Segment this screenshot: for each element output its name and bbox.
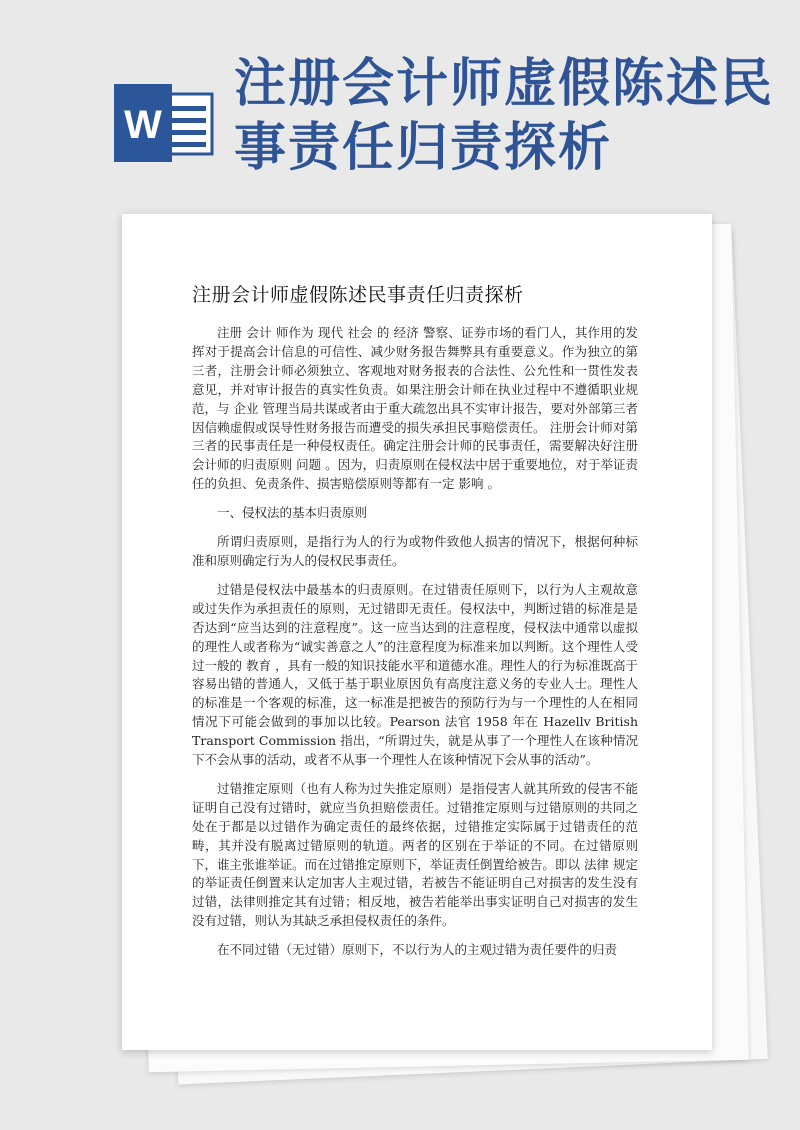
document-body [192,324,638,970]
document-page [122,214,712,1050]
paragraph-no-fault: 在不同过错（无过错）原则下，不以行为人的主观过错为责任要件的归责 [217,942,618,958]
word-document-icon [112,80,216,166]
paragraph-intro: 注册 会计 师作为 现代 社会 的 经济 警察、证券市场的看门人，其作用的发挥对于提高会计信息的可信性、减少财务报告舞弊具有重要意义。作为独立的第三者，注册会计师必须独立、客观地对财务报表的合法性、公允性和一贯性发表意见，并对审计报告的真实性负责。如果注册会计师在执业过程中不遵循职业规范，与 企业 管理当局共谋或者由于重大疏忽出具不实审计报告，要对外部第三者因信赖虚假或误导性财务报告而遭受的损失承担民事赔偿责任。 注册会计师对第三者的民事责任是一种侵权责任。确定注册会计师的民事责任，需要解决好注册会计师的归责原则 问题 。因为，归责原则在侵权法中居于重要地位，对于举证责任的负担、免责条件、损害赔偿原则等都有一定 影响 。 [192,325,638,492]
word-icon-letter: W [124,103,162,147]
document-title: 注册会计师虚假陈述民事责任归责探析 [192,284,524,306]
banner-title: 注册会计师虚假陈述民事责任归责探析 [234,54,775,178]
paragraph-fault-principle: 过错是侵权法中最基本的归责原则。在过错责任原则下，以行为人主观故意或过失作为承担责任的原则，无过错即无责任。侵权法中，判断过错的标准是是否达到“应当达到的注意程度”。这一应当达到的注意程度，侵权法中通常以虚拟的理性人或者称为“诚实善意之人”的注意程度为标准来加以判断。这个理性人受过一般的 教育 ，具有一般的知识技能水平和道德水准。理性人的行为标准既高于容易出错的普通人，又低于基于职业原因负有高度注意义务的专业人士。理性人的标准是一个客观的标准，这一标准是把被告的预防行为与一个理性的人在相同情况下可能会做到的事加以比较。Pearson 法官 1958 年在 Hazellv British Transport Commission 指出，“所谓过失，就是从事了一个理性人在该种情况下不会从事的活动，或者不从事一个理性人在该种情况下会从事的活动”。 [192,581,638,768]
paragraph-presumed-fault: 过错推定原则（也有人称为过失推定原则）是指侵害人就其所致的侵害不能证明自己没有过错时，就应当负担赔偿责任。过错推定原则与过错原则的共同之处在于都是以过错作为确定责任的最终依据，过错推定实际属于过错责任的范畴，其并没有脱离过错原则的轨道。两者的区别在于举证的不同。在过错原则下，谁主张谁举证。而在过错推定原则下，举证责任倒置给被告。即以 法律 规定的举证责任倒置来认定加害人主观过错，若被告不能证明自己对损害的发生没有过错，法律则推定其有过错；相反地，被告若能举出事实证明自己对损害的发生没有过错，则认为其缺乏承担侵权责任的条件。 [192,780,638,929]
section-heading: 一、侵权法的基本归责原则 [217,505,368,521]
paragraph-definition: 所谓归责原则，是指行为人的行为或物件致他人损害的情况下，根据何种标准和原则确定行为人的侵权民事责任。 [192,534,638,568]
